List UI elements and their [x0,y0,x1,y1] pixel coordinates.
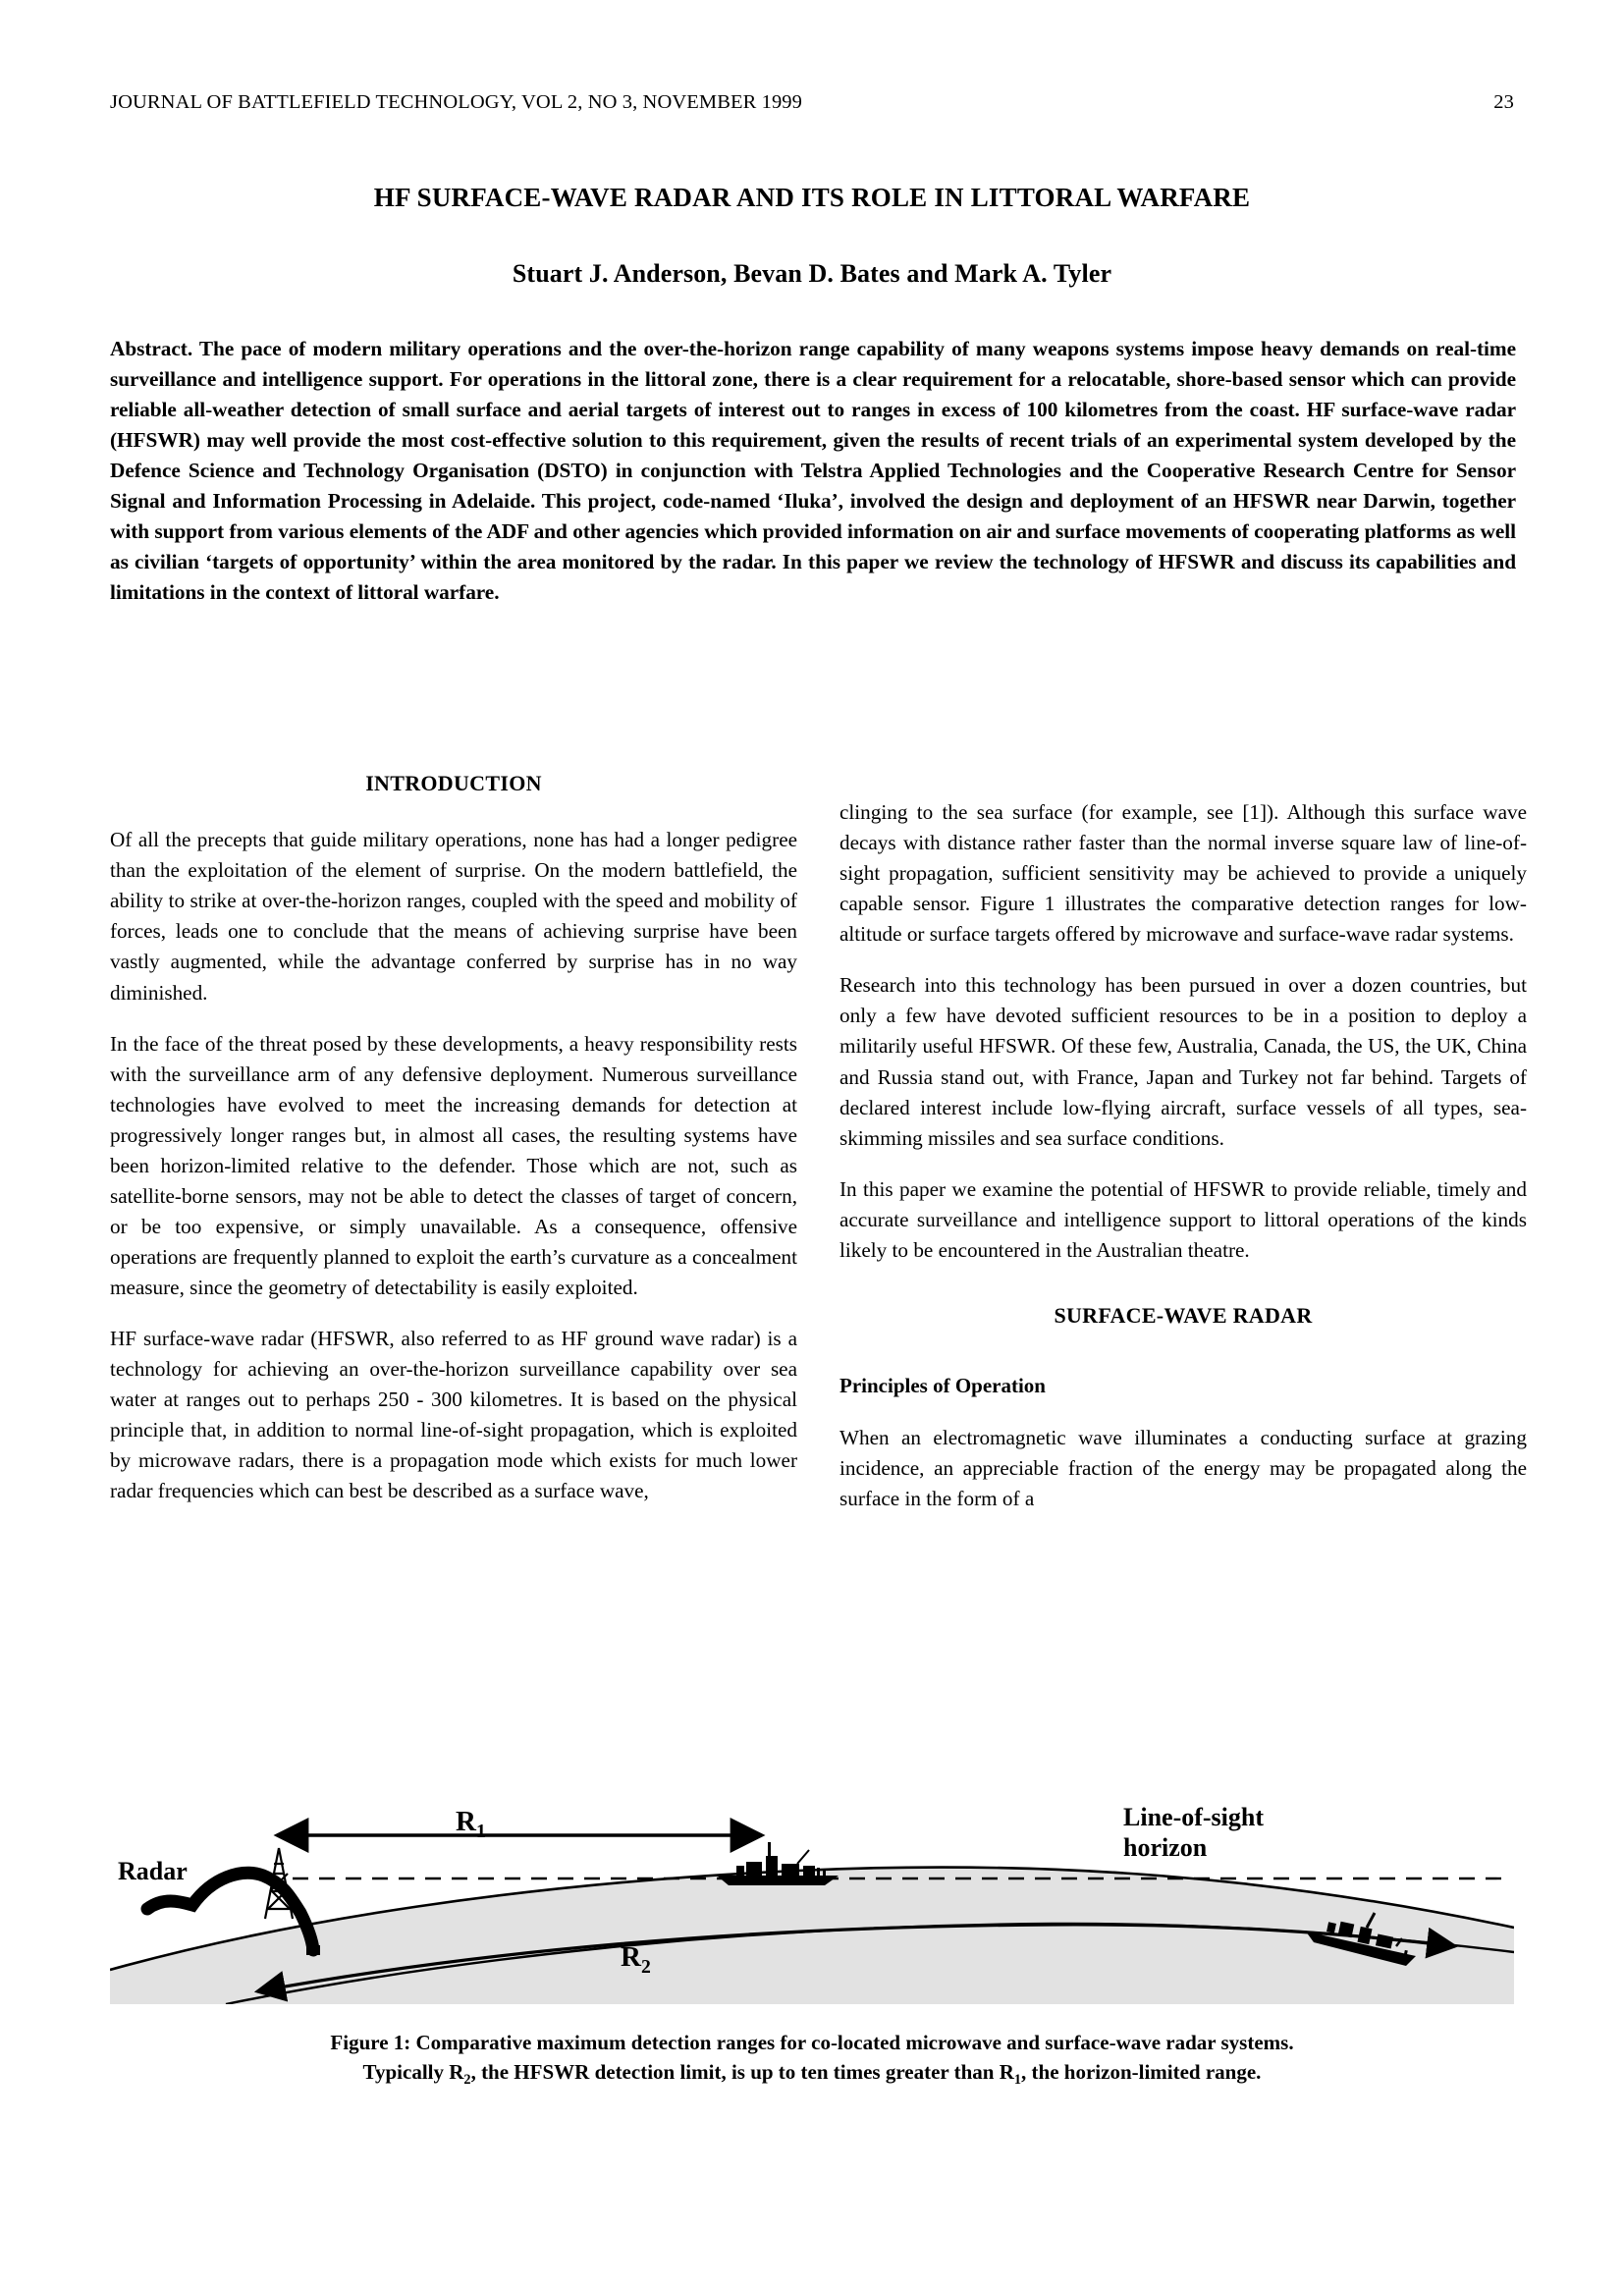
abstract-label: Abstract. [110,337,193,360]
earth-curvature-shape [110,1868,1514,2004]
figure-caption [125,2028,1499,2091]
caption-sub-r1: 1 [1013,2072,1022,2089]
paragraph: Research into this technology has been pursued in over a dozen countries, but only a few have devoted sufficient resources to be in a position to deploy a militarily useful HFSWR. Of these few, Australia, Canada, the US, the UK, China and Russia stand out, with France, Japan and Turkey not far behind. Targets of declared interest include low-flying aircraft, surface vessels of all types, sea-skimming missiles and sea surface conditions. [839,973,1527,1150]
r2-subscript: 2 [640,1955,651,1978]
r2-base: R [621,1941,641,1973]
paragraph: In this paper we examine the potential of HFSWR to provide reliable, timely and accurate surveillance and intelligence support to littoral operations of the kinds likely to be encountered in the Australian theatre. [839,1176,1527,1262]
spacer [839,1357,1527,1371]
title-block [110,182,1514,289]
paragraph: HF surface-wave radar (HFSWR, also referred to as HF ground wave radar) is a technology for achieving an over-the-horizon surveillance capability over sea water at ranges out to perhaps 250 - 300 kilometres. It is based on the physical principle that, in addition to normal line-of-sight propagation, which is exploited by microwave radars, there is a propagation mode which exists for much lower radar frequencies which can best be described as a surface wave, [110,1327,797,1503]
abstract [110,334,1516,608]
figure-1 [110,1803,1514,2091]
running-head [110,91,1514,114]
r1-subscript: 1 [475,1820,486,1842]
paragraph: clinging to the sea surface (for example, see [1]). Although this surface wave decays with distance rather faster than the normal inverse square law of line-of-sight propagation, sufficient sensitivity may be achieved to provide a uniquely capable sensor. Figure 1 illustrates the comparative detection ranges for low-altitude or surface targets offered by microwave and surface-wave radar systems. [839,800,1527,947]
left-column [110,768,797,1507]
abstract-body: The pace of modern military operations and the over-the-horizon range capability of many weapons systems impose heavy demands on real-time surveillance and intelligence support. For operations in the littoral zone, there is a clear requirement for a relocatable, shore-based sensor which can provide reliable all-weather detection of small surface and aerial targets of interest out to ranges in excess of 100 kilometres from the coast. HF surface-wave radar (HFSWR) may well provide the most cost-effective solution to this requirement, given the results of recent trials of an experimental system developed by the Defence Science and Technology Organisation (DSTO) in conjunction with Telstra Applied Technologies and the Cooperative Research Centre for Sensor Signal and Information Processing in Adelaide. This project, code-named ‘Iluka’, involved the design and deployment of an HFSWR near Darwin, together with support from various elements of the ADF and other agencies which provided information on air and surface movements of cooperating platforms as well as civilian ‘targets of opportunity’ within the area monitored by the radar. In this paper we review the technology of HFSWR and discuss its capabilities and limitations in the context of littoral warfare. [110,337,1516,604]
page-number: 23 [1493,91,1514,113]
los-line-1: Line-of-sight [1123,1803,1264,1831]
journal-citation: JOURNAL OF BATTLEFIELD TECHNOLOGY, VOL 2, NO 3, NOVEMBER 1999 [110,91,803,113]
paragraph: In the face of the threat posed by these developments, a heavy responsibility rests with the surveillance arm of any defensive deployment. Numerous surveillance technologies have evolved to meet the increasing demands for detection at progressively longer ranges but, in almost all cases, the resulting systems have been horizon-limited relative to the defender. Those which are not, such as satellite-borne sensors, may not be able to detect the classes of target of concern, or be too expensive, or simply unavailable. As a consequence, offensive operations are frequently planned to exploit the earth’s curvature as a concealment measure, since the geometry of detectability is easily exploited. [110,1031,797,1300]
author-list: Stuart J. Anderson, Bevan D. Bates and Mark A. Tyler [512,259,1112,289]
paragraph: Of all the precepts that guide military operations, none has had a longer pedigree than the exploitation of the element of surprise. On the modern battlefield, the ability to strike at over-the-horizon ranges, coupled with the speed and mobility of forces, leads one to conclude that the means of achieving surprise have been vastly augmented, while the advantage conferred by surprise has in no way diminished. [110,828,797,1005]
caption-sub-r2: 2 [463,2072,471,2089]
caption-pre: Typically R [362,2060,464,2085]
subheading-principles-of-operation: Principles of Operation [839,1374,1046,1398]
figure-label-line-of-sight-horizon [1123,1803,1264,1863]
caption-post: , the horizon-limited range. [1021,2060,1262,2085]
caption-line-1: Figure 1: Comparative maximum detection ranges for co-located microwave and surface-wave radar systems. [330,2031,1294,2054]
section-heading-introduction: INTRODUCTION [365,771,542,795]
figure-label-radar: Radar [118,1857,188,1885]
caption-line-2 [125,2057,1499,2091]
paper-title: HF SURFACE-WAVE RADAR AND ITS ROLE IN LITTORAL WARFARE [373,183,1251,212]
los-line-2: horizon [1123,1832,1208,1862]
section-heading-surface-wave-radar: SURFACE-WAVE RADAR [1054,1302,1313,1328]
spacer [839,1286,1527,1300]
figure-diagram [110,1803,1514,2004]
paragraph: When an electromagnetic wave illuminates a conducting surface at grazing incidence, an appreciable fraction of the energy may be propagated along the surface in the form of a [839,1425,1527,1510]
r1-base: R [456,1806,476,1837]
right-column [839,797,1527,1514]
caption-mid: , the HFSWR detection limit, is up to ten times greater than R [470,2060,1014,2085]
figure-label-r1 [456,1805,486,1843]
figure-canvas [110,1803,1514,2004]
ship-silhouette-horizon [717,1842,839,1885]
figure-label-r2 [621,1940,651,1979]
